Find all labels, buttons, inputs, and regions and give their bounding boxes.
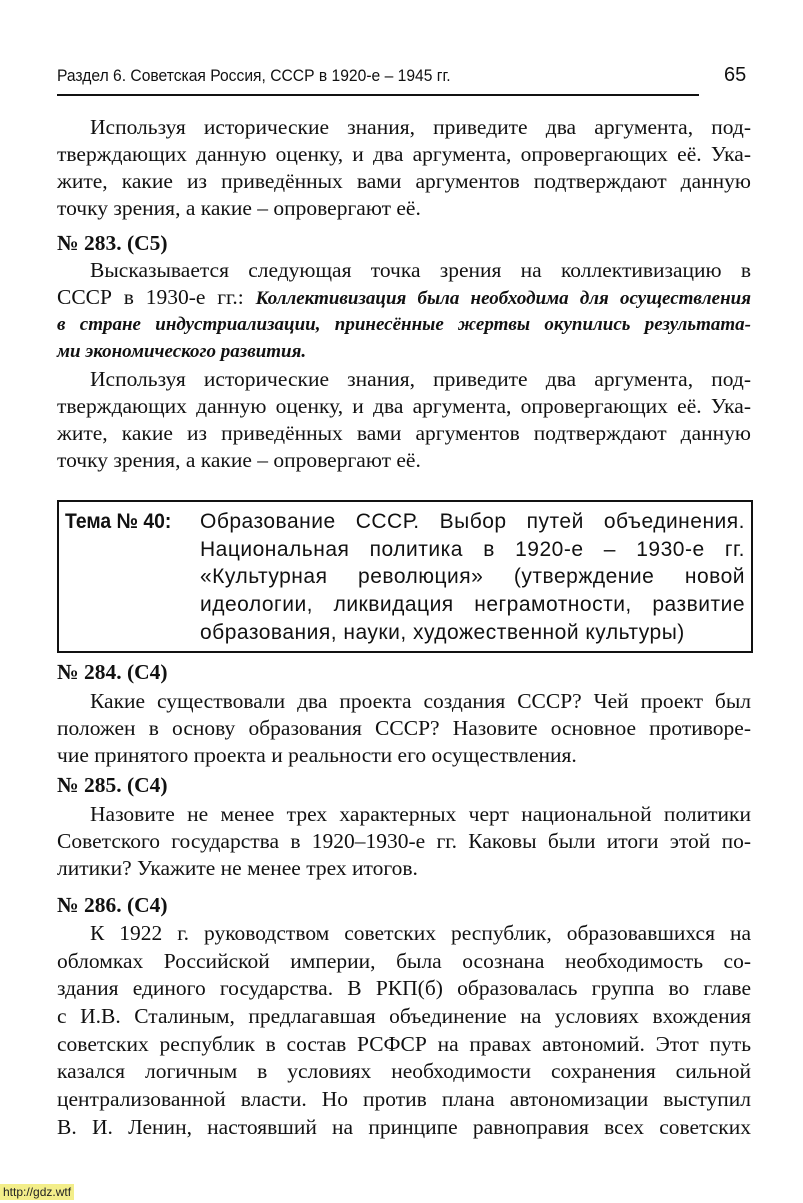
- text-line: чие принятого проекта и реальности его осуществления.: [57, 743, 577, 767]
- text-line: точку зрения, а какие – опровергают её.: [57, 196, 421, 220]
- topic-box: [57, 500, 753, 653]
- text-line: тверждающих данную оценку, и два аргумента, опровергающих её. Ука-: [57, 394, 751, 418]
- text-line: литики? Укажите не менее трех итогов.: [57, 856, 418, 880]
- italic-quote: в стране индустриализации, принесённые жертвы окупились результата-: [57, 314, 751, 335]
- italic-quote: Коллективизация была необходима для осуществления: [255, 288, 751, 309]
- page-number: 65: [724, 64, 747, 86]
- text-line: положен в основу образования СССР? Назовите основное противоре-: [57, 716, 751, 740]
- text-line: жите, какие из приведённых вами аргументов подтверждают данную: [57, 421, 751, 445]
- topic-title: [200, 508, 745, 646]
- task-284-text: [57, 688, 751, 769]
- text-line: здания единого государства. В РКП(б) образовалась группа во главе: [57, 976, 751, 1001]
- text-line: советских республик в состав РСФСР на правах автономий. Этот путь: [57, 1031, 751, 1056]
- text-line: казался логичным в условиях необходимости сохранения сильной: [57, 1059, 751, 1084]
- header-rule: [57, 94, 699, 96]
- watermark-link[interactable]: http://gdz.wtf: [0, 1184, 74, 1200]
- task-284-heading: № 284. (С4): [57, 660, 168, 684]
- text-line: централизованной власти. Но против плана автономизации выступил: [57, 1087, 751, 1112]
- text-line: Используя исторические знания, приведите два аргумента, под-: [90, 367, 751, 391]
- text-line: «Культурная революция» (утверждение новой: [200, 565, 745, 589]
- text-line: Советского государства в 1920–1930-е гг. Каковы были итоги этой по-: [57, 829, 751, 853]
- task-286-text: [57, 920, 751, 1142]
- text-line: тверждающих данную оценку, и два аргумента, опровергающих её. Ука-: [57, 142, 751, 166]
- italic-quote: ми экономического развития.: [57, 341, 307, 362]
- task-283-statement: [57, 257, 751, 365]
- text-line: Образование СССР. Выбор путей объединения.: [200, 510, 745, 533]
- task-286-heading: № 286. (С4): [57, 893, 168, 917]
- task-283-heading: № 283. (С5): [57, 231, 168, 255]
- text-line: точку зрения, а какие – опровергают её.: [57, 448, 421, 472]
- text-line: обломках Российской империи, была осознана необходимость со-: [57, 948, 751, 973]
- text-line: [57, 284, 751, 311]
- text-line: Какие существовали два проекта создания СССР? Чей проект был: [90, 689, 751, 713]
- text-line: К 1922 г. руководством советских республик, образовавшихся на: [90, 921, 751, 945]
- task-283-question: [57, 366, 751, 474]
- text-line: идеологии, ликвидация неграмотности, развитие: [200, 593, 745, 617]
- task-285-text: [57, 801, 751, 882]
- text-line: Высказывается следующая точка зрения на коллективизацию в: [90, 258, 751, 282]
- topic-label: Тема № 40:: [65, 510, 172, 533]
- text-line: с И.В. Сталиным, предлагавшая объединение на условиях вхождения: [57, 1004, 751, 1029]
- task-285-heading: № 285. (С4): [57, 773, 168, 797]
- intro-paragraph: [57, 114, 751, 222]
- text-span: СССР в 1930-е гг.:: [57, 285, 256, 309]
- text-line: жите, какие из приведённых вами аргументов подтверждают данную: [57, 169, 751, 193]
- text-line: Национальная политика в 1920-е – 1930-е гг.: [200, 537, 745, 561]
- text-line: Назовите не менее трех характерных черт национальной политики: [90, 802, 751, 826]
- text-line: В. И. Ленин, настоявший на принципе равноправия всех советских: [57, 1114, 751, 1139]
- running-header: Раздел 6. Советская Россия, СССР в 1920-е – 1945 гг.: [57, 66, 451, 85]
- text-line: Используя исторические знания, приведите два аргумента, под-: [90, 115, 751, 139]
- text-line: образования, науки, художественной культуры): [200, 620, 685, 644]
